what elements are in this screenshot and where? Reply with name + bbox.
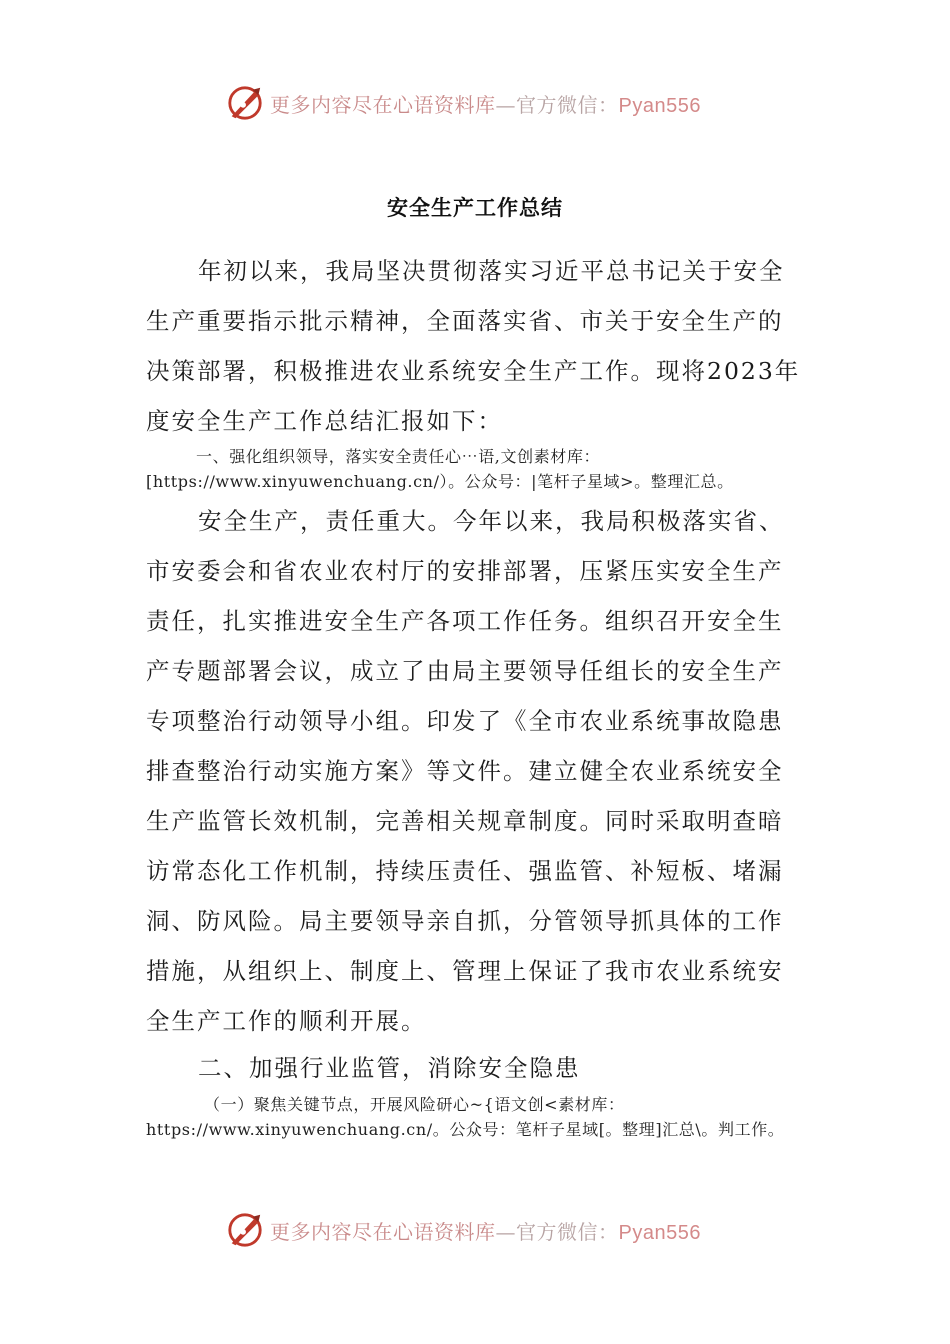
quill-pen-logo-icon <box>226 1211 264 1249</box>
section1-body-paragraph: 安全生产，责任重大。今年以来，我局积极落实省、市安委会和省农业农村厅的安排部署，压紧压实安全生产责任，扎实推进安全生产各项工作任务。组织召开安全生产专题部署会议，成立了由局主要领导任组长的安全生产专项整治行动领导小组。印发了《全市农业系统事故隐患排查整治行动实施方案》等文件。建立健全农业系统安全生产监管长效机制，完善相关规章制度。同时采取明查暗访常态化工作机制，持续压责任、强监管、补短板、堵漏洞、防风险。局主要领导亲自抓，分管领导抓具体的工作措施，从组织上、制度上、管理上保证了我市农业系统安全生产工作的顺利开展。 <box>146 507 785 1035</box>
header-watermark-banner <box>226 83 746 123</box>
section1-heading: 一、强化组织领导，落实安全责任心⋯语,文创素材库：[https://www.xinyuwenchuang.cn/）。公众号：|笔杆子星域>。整理汇总。 <box>146 447 734 491</box>
subsection1-heading: （一）聚焦关键节点，开展风险研心~{语文创<素材库：https://www.xinyuwenchuang.cn/。公众号：笔杆子星域[。整理]汇总\。判工作。 <box>146 1095 785 1139</box>
section2-heading: 二、加强行业监管，消除安全隐患 <box>198 1054 581 1082</box>
footer-watermark-banner <box>226 1210 746 1250</box>
watermark-text: 更多内容尽在心语资料库—官方微信：Pyan556 <box>270 1219 701 1244</box>
quill-pen-logo-icon <box>226 84 264 122</box>
document-title: 安全生产工作总结 <box>387 196 563 221</box>
watermark-text: 更多内容尽在心语资料库—官方微信：Pyan556 <box>270 92 701 117</box>
intro-paragraph: 年初以来，我局坚决贯彻落实习近平总书记关于安全生产重要指示批示精神，全面落实省、市关于安全生产的决策部署，积极推进农业系统安全生产工作。现将2023年度安全生产工作总结汇报如下： <box>146 257 801 435</box>
